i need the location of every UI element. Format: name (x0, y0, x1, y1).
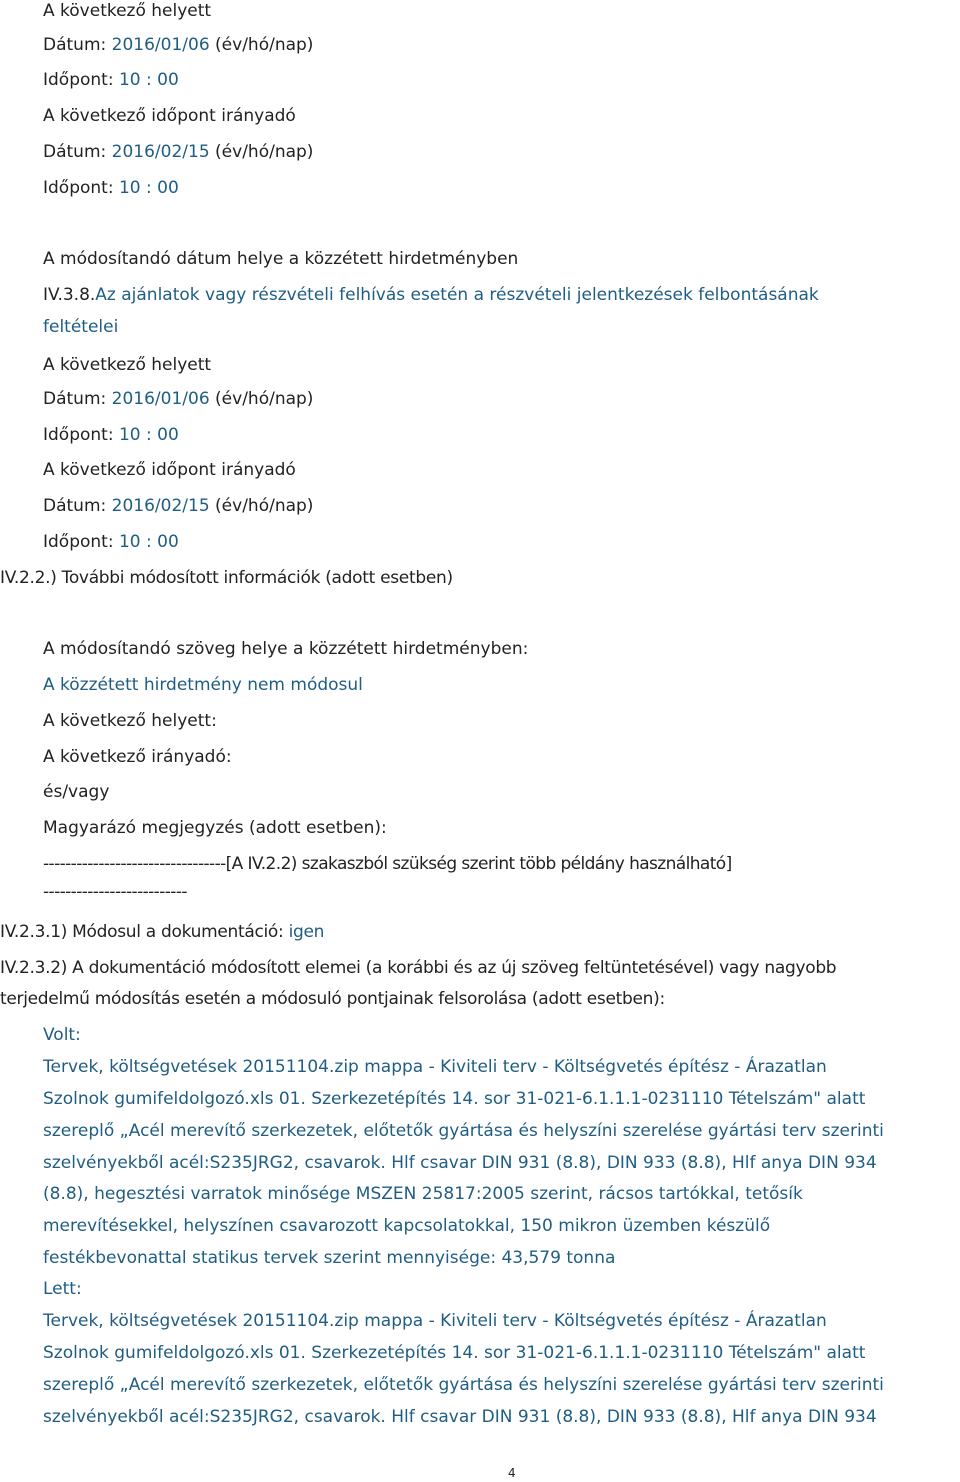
was-text-line: szereplő „Acél merevítő szerkezetek, előtetők gyártása és helyszíni szerelése gyártási terv szerinti (43, 1121, 884, 1141)
was-text-line: merevítésekkel, helyszínen csavarozott kapcsolatokkal, 150 mikron üzemben készülő (43, 1216, 771, 1236)
section-title: Az ajánlatok vagy részvételi felhívás esetén a részvételi jelentkezések felbontásának (95, 285, 819, 305)
date-value: 2016/02/15 (111, 142, 210, 162)
was-text-line: Szolnok gumifeldolgozó.xls 01. Szerkezetépítés 14. sor 31-021-6.1.1.1-0231110 Tételszám" alatt (43, 1089, 866, 1109)
section-iv-2-2-heading: IV.2.2.) További módosított információk (adott esetben) (0, 568, 453, 588)
was-text-line: Tervek, költségvetések 20151104.zip mappa - Kiviteli terv - Költségvetés építész - Árazatlan (43, 1057, 827, 1077)
now-text-line: Tervek, költségvetések 20151104.zip mappa - Kiviteli terv - Költségvetés építész - Árazatlan (43, 1311, 827, 1331)
date-value: 2016/01/06 (111, 35, 210, 55)
time-label: Időpont: (43, 70, 114, 90)
date-format: (év/hó/nap) (215, 496, 314, 516)
now-text-line: szereplő „Acél merevítő szerkezetek, előtetők gyártása és helyszíni szerelése gyártási terv szerinti (43, 1375, 884, 1395)
time-row (43, 69, 179, 91)
date-value: 2016/01/06 (111, 389, 210, 409)
separator-line: ---------------------------------[A IV.2.2) szakaszból szükség szerint több példány használható] (43, 854, 732, 874)
date-location-label: A módosítandó dátum helye a közzétett hirdetményben (43, 249, 519, 269)
now-label: Lett: (43, 1279, 82, 1299)
governing-label: A következő időpont irányadó (43, 106, 296, 126)
was-text-line: festékbevonattal statikus tervek szerint mennyisége: 43,579 tonna (43, 1248, 616, 1268)
section-iv-3-8-heading (43, 284, 819, 306)
section-title-cont: feltételei (43, 317, 119, 337)
time-row (43, 424, 179, 446)
documentation-modified-label: IV.2.3.1) Módosul a dokumentáció: (0, 922, 284, 942)
time-row (43, 177, 179, 199)
date-value: 2016/02/15 (111, 496, 210, 516)
instead-label: A következő helyett (43, 355, 212, 375)
and-or-label: és/vagy (43, 782, 110, 802)
time-value: 10 : 00 (118, 532, 179, 552)
section-iv-2-3-2-heading: IV.2.3.2) A dokumentáció módosított elemei (a korábbi és az új szöveg feltüntetésével) vagy nagyobb (0, 958, 837, 978)
date-row (43, 34, 313, 56)
section-iv-2-3-2-heading-cont: terjedelmű módosítás esetén a módosuló pontjainak felsorolása (adott esetben): (0, 989, 665, 1009)
text-location-label: A módosítandó szöveg helye a közzétett hirdetményben: (43, 639, 529, 659)
documentation-modified-value: igen (288, 922, 325, 942)
date-format: (év/hó/nap) (215, 389, 314, 409)
separator-tail: -------------------------- (43, 882, 187, 902)
time-label: Időpont: (43, 178, 114, 198)
date-row (43, 141, 313, 163)
now-text-line: szelvényekből acél:S235JRG2, csavarok. Hlf csavar DIN 931 (8.8), DIN 933 (8.8), Hlf anya DIN 934 (43, 1407, 877, 1427)
time-value: 10 : 00 (118, 425, 179, 445)
was-text-line: szelvényekből acél:S235JRG2, csavarok. Hlf csavar DIN 931 (8.8), DIN 933 (8.8), Hlf anya DIN 934 (43, 1153, 877, 1173)
date-format: (év/hó/nap) (215, 35, 314, 55)
section-number: IV.3.8. (43, 285, 96, 305)
time-label: Időpont: (43, 532, 114, 552)
date-label: Dátum: (43, 35, 107, 55)
date-row (43, 495, 313, 517)
was-label: Volt: (43, 1025, 81, 1045)
instead-label: A következő helyett (43, 1, 212, 21)
note-label: Magyarázó megjegyzés (adott esetben): (43, 818, 387, 838)
not-modified-value: A közzétett hirdetmény nem módosul (43, 675, 363, 695)
governing-label: A következő irányadó: (43, 747, 232, 767)
now-text-line: Szolnok gumifeldolgozó.xls 01. Szerkezetépítés 14. sor 31-021-6.1.1.1-0231110 Tételszám" alatt (43, 1343, 866, 1363)
date-label: Dátum: (43, 496, 107, 516)
was-text-line: (8.8), hegesztési varratok minősége MSZEN 25817:2005 szerint, rácsos tartókkal, tetősík (43, 1184, 803, 1204)
time-value: 10 : 00 (118, 70, 179, 90)
time-label: Időpont: (43, 425, 114, 445)
time-value: 10 : 00 (118, 178, 179, 198)
section-iv-2-3-1 (0, 921, 324, 943)
date-row (43, 388, 313, 410)
governing-label: A következő időpont irányadó (43, 460, 296, 480)
date-label: Dátum: (43, 142, 107, 162)
time-row (43, 531, 179, 553)
date-label: Dátum: (43, 389, 107, 409)
page-number: 4 (508, 1466, 516, 1480)
instead-label: A következő helyett: (43, 711, 217, 731)
date-format: (év/hó/nap) (215, 142, 314, 162)
